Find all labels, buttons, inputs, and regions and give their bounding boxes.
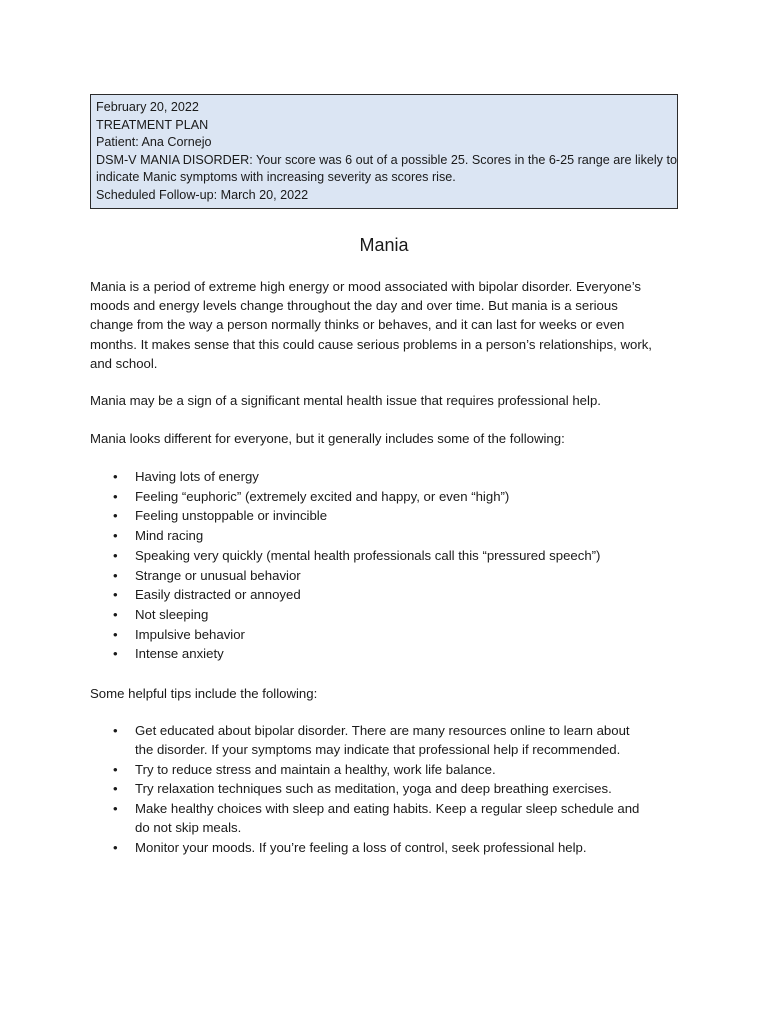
intro-line-3: change from the way a person normally thinks or behaves, and it can last for weeks or even	[90, 317, 625, 333]
list-item: • Impulsive behavior	[90, 625, 690, 645]
bullet-icon: •	[113, 606, 118, 622]
header-score-line-2: indicate Manic symptoms with increasing severity as scores rise.	[96, 170, 456, 185]
list-item: • Get educated about bipolar disorder. There are many resources online to learn about the disorder. If your symptoms may indicate that professional help if recommended.	[113, 723, 630, 757]
treatment-plan-header-box	[90, 94, 678, 209]
list-item: • Having lots of energy	[90, 467, 690, 487]
list-item: • Intense anxiety	[90, 644, 690, 664]
bullet-icon: •	[113, 508, 118, 524]
intro-line-1: Mania is a period of extreme high energy or mood associated with bipolar disorder. Everyone’s	[90, 279, 641, 294]
bullet-icon: •	[113, 488, 118, 504]
header-score-line-1: DSM-V MANIA DISORDER: Your score was 6 out of a possible 25. Scores in the 6-25 range are likely to	[96, 152, 677, 167]
professional-help-paragraph: Mania may be a sign of a significant mental health issue that requires professional help.	[90, 393, 601, 408]
header-date: February 20, 2022	[96, 100, 199, 114]
page-title: Mania	[359, 235, 409, 255]
list-item: • Easily distracted or annoyed	[90, 585, 690, 605]
bullet-icon: •	[113, 547, 118, 563]
bullet-icon: •	[113, 646, 118, 662]
list-item: • Monitor your moods. If you’re feeling a loss of control, seek professional help.	[90, 839, 690, 858]
list-item: • Make healthy choices with sleep and eating habits. Keep a regular sleep schedule and do not skip meals.	[113, 801, 640, 835]
intro-line-5: and school.	[90, 355, 158, 371]
bullet-icon: •	[113, 801, 118, 817]
tips-intro-paragraph: Some helpful tips include the following:	[90, 686, 318, 701]
list-item: • Not sleeping	[90, 605, 690, 625]
list-item: • Speaking very quickly (mental health professionals call this “pressured speech”)	[90, 546, 690, 566]
bullet-icon: •	[113, 761, 118, 777]
list-item: • Strange or unusual behavior	[90, 566, 690, 586]
bullet-icon: •	[113, 528, 118, 544]
bullet-icon: •	[113, 839, 118, 855]
bullet-icon: •	[113, 723, 118, 738]
bullet-icon: •	[113, 781, 118, 797]
list-item: • Try to reduce stress and maintain a healthy, work life balance.	[90, 761, 690, 780]
header-plan-title: TREATMENT PLAN	[96, 117, 209, 132]
list-item: • Feeling “euphoric” (extremely excited and happy, or even “high”)	[90, 487, 690, 507]
intro-paragraph	[90, 277, 690, 373]
list-item: • Try relaxation techniques such as meditation, yoga and deep breathing exercises.	[90, 780, 690, 799]
tips-list	[90, 722, 690, 859]
bullet-icon: •	[113, 626, 118, 642]
intro-line-4: months. It makes sense that this could cause serious problems in a person’s relationships, work,	[90, 336, 652, 352]
symptoms-intro-paragraph: Mania looks different for everyone, but it generally includes some of the following:	[90, 431, 565, 446]
intro-line-2: moods and energy levels change throughout the day and over time. But mania is a serious	[90, 298, 618, 314]
bullet-icon: •	[113, 469, 118, 484]
list-item: • Feeling unstoppable or invincible	[90, 506, 690, 526]
bullet-icon: •	[113, 567, 118, 583]
bullet-icon: •	[113, 587, 118, 603]
list-item: • Mind racing	[90, 526, 690, 546]
header-patient: Patient: Ana Cornejo	[96, 135, 212, 150]
header-follow-up: Scheduled Follow-up: March 20, 2022	[96, 187, 309, 202]
symptoms-list	[90, 467, 690, 664]
